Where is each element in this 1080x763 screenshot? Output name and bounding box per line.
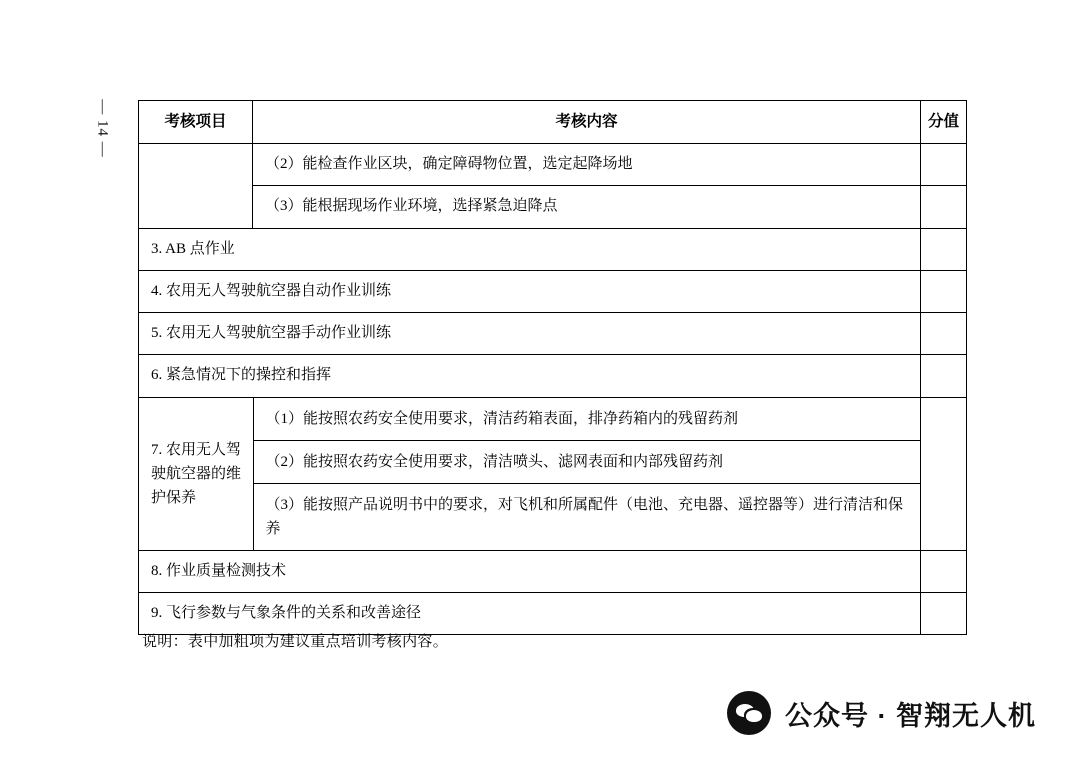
item-cell-continued xyxy=(139,144,253,229)
score-cell xyxy=(921,186,967,228)
table-row xyxy=(139,144,967,186)
table-row xyxy=(139,313,967,355)
score-cell xyxy=(921,144,967,186)
table-row xyxy=(139,270,967,312)
table-row xyxy=(139,397,967,550)
content-sub-2: （2）能检查作业区块，确定障碍物位置，选定起降场地 xyxy=(253,144,921,186)
score-cell xyxy=(921,355,967,397)
score-cell xyxy=(921,592,967,634)
wechat-icon xyxy=(727,691,771,735)
brand-text: 公众号 · 智翔无人机 xyxy=(785,700,1036,731)
table-row xyxy=(139,592,967,634)
table-row xyxy=(139,228,967,270)
score-cell xyxy=(921,270,967,312)
table-header-row xyxy=(139,101,967,144)
content-item-8: 8. 作业质量检测技术 xyxy=(139,550,921,592)
sub-row xyxy=(139,440,920,483)
content-sub-3: （3）能根据现场作业环境，选择紧急迫降点 xyxy=(253,186,921,228)
table-row xyxy=(139,186,967,228)
sub-item-7-1: （1）能按照农药安全使用要求，清洁药箱表面，排净药箱内的残留药剂 xyxy=(253,398,920,441)
header-score: 分值 xyxy=(921,101,967,144)
exam-table xyxy=(138,100,967,635)
content-item-9: 9. 飞行参数与气象条件的关系和改善途径 xyxy=(139,592,921,634)
table-row xyxy=(139,550,967,592)
sub-item-7-3: （3）能按照产品说明书中的要求，对飞机和所属配件（电池、充电器、遥控器等）进行清洁和保养 xyxy=(265,496,904,537)
header-content: 考核内容 xyxy=(253,101,921,144)
content-item-7-group xyxy=(139,397,921,550)
table-row xyxy=(139,355,967,397)
header-item: 考核项目 xyxy=(139,101,253,144)
table-note: 说明：表中加粗项为建议重点培训考核内容。 xyxy=(142,634,449,650)
item-label-7: 7. 农用无人驾驶航空器的维护保养 xyxy=(139,398,253,550)
score-cell xyxy=(921,550,967,592)
score-cell xyxy=(921,313,967,355)
exam-table-container xyxy=(138,100,966,635)
sub-table-item-7 xyxy=(139,398,920,550)
sub-row xyxy=(139,398,920,441)
content-item-5: 5. 农用无人驾驶航空器手动作业训练 xyxy=(139,313,921,355)
content-item-6: 6. 紧急情况下的操控和指挥 xyxy=(139,355,921,397)
sub-item-7-2: （2）能按照农药安全使用要求，清洁喷头、滤网表面和内部残留药剂 xyxy=(253,440,920,483)
content-item-3: 3. AB 点作业 xyxy=(139,228,921,270)
score-cell xyxy=(921,228,967,270)
watermark-brand xyxy=(727,691,1036,735)
score-cell-group-7 xyxy=(921,397,967,550)
sub-row xyxy=(139,483,920,550)
page-number: — 14 — xyxy=(94,99,111,158)
content-item-4: 4. 农用无人驾驶航空器自动作业训练 xyxy=(139,270,921,312)
